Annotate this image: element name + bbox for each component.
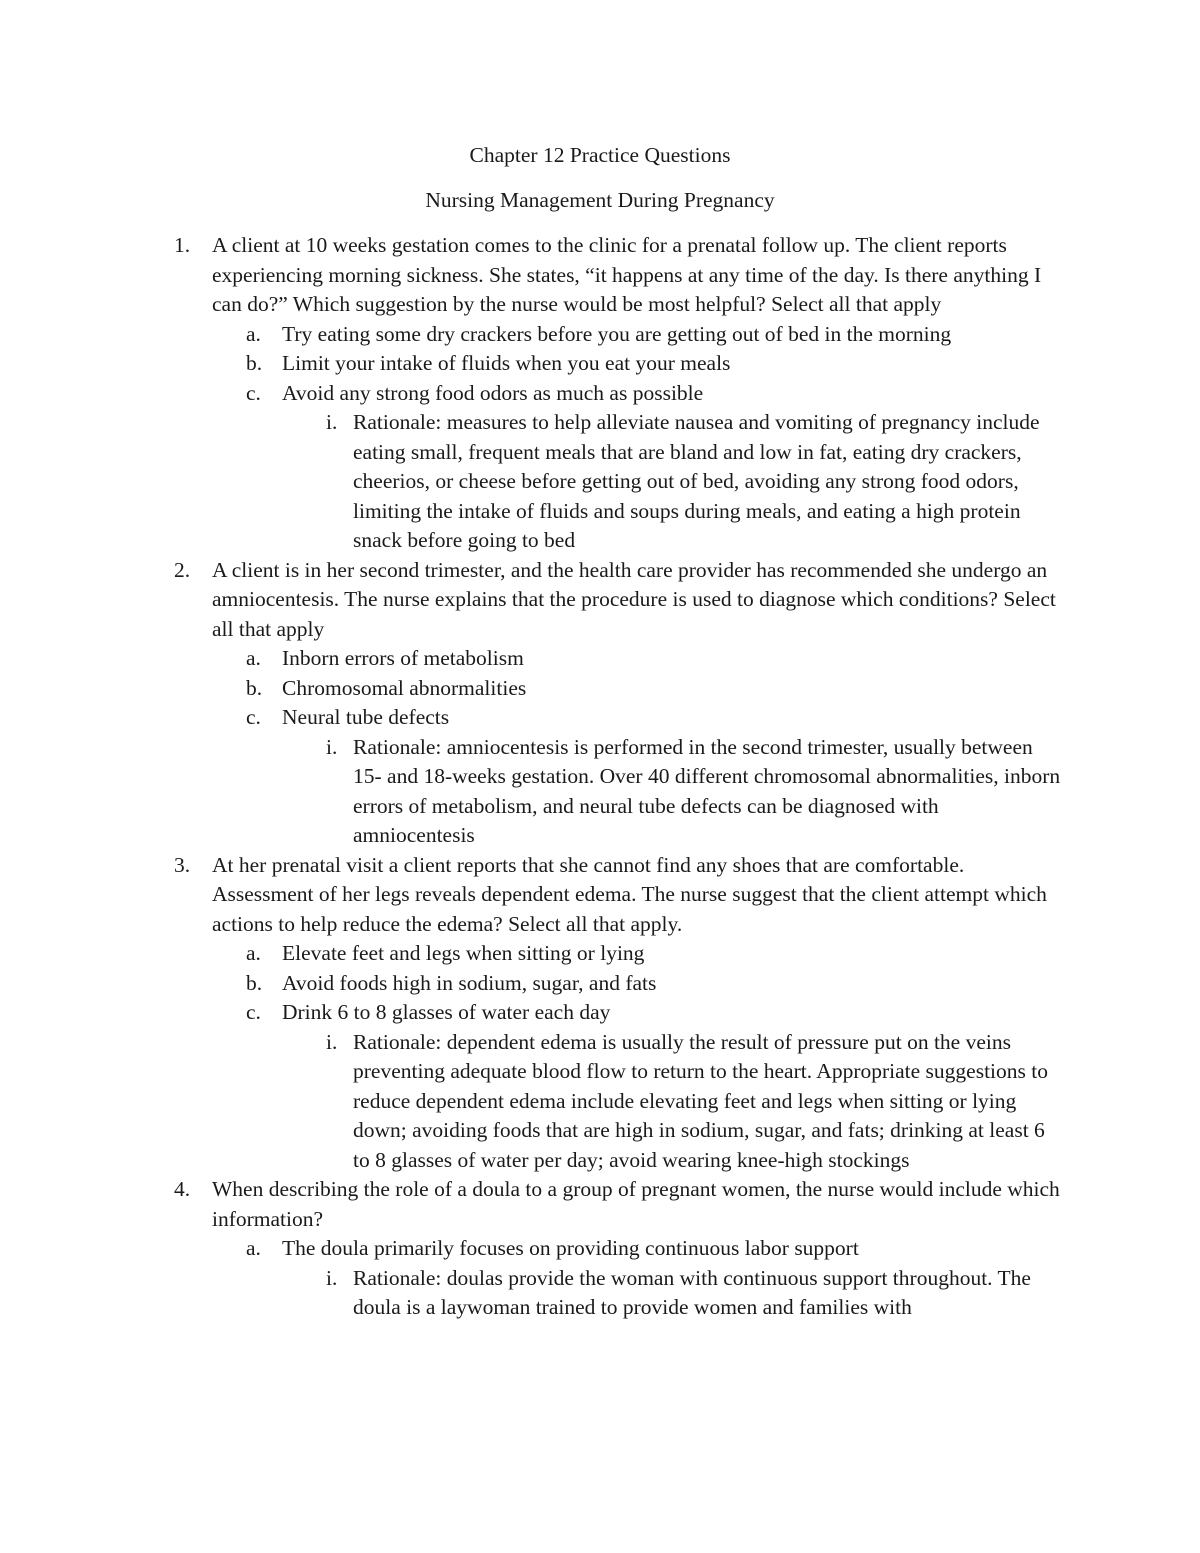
question-number: 4. bbox=[174, 1177, 191, 1201]
option-letter: a. bbox=[246, 321, 261, 346]
question-4 bbox=[0, 1175, 1200, 1323]
option-letter: b. bbox=[246, 351, 263, 375]
option-text: Neural tube defects bbox=[282, 705, 450, 729]
answer-options bbox=[0, 939, 1200, 1028]
answer-option bbox=[0, 1234, 1200, 1264]
option-letter: a. bbox=[246, 941, 261, 965]
option-letter: c. bbox=[246, 1000, 261, 1024]
answer-option bbox=[0, 349, 1200, 379]
option-text: Elevate feet and legs when sitting or lying bbox=[282, 941, 645, 965]
option-letter: c. bbox=[246, 380, 261, 405]
question-2 bbox=[0, 556, 1200, 851]
question-text: At her prenatal visit a client reports that she cannot find any shoes that are comfortable. Assessment of her legs reveals dependent edema. The nurse suggest that the client attempt which actions to help reduce the edema? Select all that apply. bbox=[212, 852, 1047, 936]
option-letter: b. bbox=[246, 675, 263, 700]
question-number: 2. bbox=[174, 557, 191, 582]
answer-option bbox=[0, 939, 1200, 969]
answer-options bbox=[0, 320, 1200, 409]
rationale bbox=[0, 1264, 1200, 1323]
question-3 bbox=[0, 851, 1200, 1176]
rationale-text: Rationale: dependent edema is usually the result of pressure put on the veins preventing adequate blood flow to return to the heart. Appropriate suggestions to reduce dependent edema include elevating feet and legs when sitting or lying down; avoiding foods that are high in sodium, sugar, and fats; drinking at least 6 to 8 glasses of water per day; avoid wearing knee-high stockings bbox=[353, 1029, 1048, 1172]
question-text: A client at 10 weeks gestation comes to the clinic for a prenatal follow up. The client reports experiencing morning sickness. She states, “it happens at any time of the day. Is there anything I can do?” Which suggestion by the nurse would be most helpful? Select all that apply bbox=[212, 233, 1042, 316]
option-letter: a. bbox=[246, 1236, 261, 1260]
option-letter: b. bbox=[246, 970, 263, 995]
question-text: When describing the role of a doula to a group of pregnant women, the nurse would include which information? bbox=[212, 1177, 1060, 1231]
option-letter: a. bbox=[246, 646, 261, 670]
rationale-number: i. bbox=[326, 410, 338, 434]
option-text: Try eating some dry crackers before you are getting out of bed in the morning bbox=[282, 321, 952, 346]
rationale-number: i. bbox=[326, 1029, 338, 1054]
answer-option bbox=[0, 320, 1200, 350]
rationale-text: Rationale: doulas provide the woman with continuous support throughout. The doula is a laywoman trained to provide women and families with bbox=[353, 1265, 1031, 1319]
rationale bbox=[0, 408, 1200, 556]
question-number: 1. bbox=[174, 233, 191, 257]
answer-option bbox=[0, 674, 1200, 704]
option-text: Inborn errors of metabolism bbox=[282, 646, 524, 670]
question-text: A client is in her second trimester, and the health care provider has recommended she undergo an amniocentesis. The nurse explains that the procedure is used to diagnose which conditions? Select all that apply bbox=[212, 557, 1056, 641]
option-text: The doula primarily focuses on providing continuous labor support bbox=[282, 1236, 859, 1260]
answer-option bbox=[0, 969, 1200, 999]
option-text: Drink 6 to 8 glasses of water each day bbox=[282, 1000, 611, 1024]
answer-option bbox=[0, 379, 1200, 409]
option-letter: c. bbox=[246, 705, 261, 729]
rationale bbox=[0, 733, 1200, 851]
answer-options bbox=[0, 1234, 1200, 1264]
option-text: Chromosomal abnormalities bbox=[282, 675, 527, 700]
answer-option bbox=[0, 998, 1200, 1028]
rationale-number: i. bbox=[326, 1265, 338, 1290]
answer-option bbox=[0, 644, 1200, 674]
page-subtitle: Nursing Management During Pregnancy bbox=[425, 188, 775, 212]
rationale bbox=[0, 1028, 1200, 1176]
question-number: 3. bbox=[174, 852, 191, 877]
option-text: Avoid foods high in sodium, sugar, and fats bbox=[282, 970, 657, 995]
question-1 bbox=[0, 231, 1200, 556]
rationale-number: i. bbox=[326, 734, 338, 759]
answer-options bbox=[0, 644, 1200, 733]
question-list bbox=[0, 231, 1200, 1323]
page-title: Chapter 12 Practice Questions bbox=[469, 143, 731, 167]
rationale-text: Rationale: measures to help alleviate nausea and vomiting of pregnancy include eating small, frequent meals that are bland and low in fat, eating dry crackers, cheerios, or cheese before getting out of bed, avoiding any strong food odors, limiting the intake of fluids and soups during meals, and eating a high protein snack before going to bed bbox=[353, 410, 1040, 552]
option-text: Avoid any strong food odors as much as possible bbox=[282, 380, 704, 405]
rationale-text: Rationale: amniocentesis is performed in the second trimester, usually between 15- and 18-weeks gestation. Over 40 different chromosomal abnormalities, inborn errors of metabolism, and neural tube defects can be diagnosed with amniocentesis bbox=[353, 734, 1061, 847]
answer-option bbox=[0, 703, 1200, 733]
option-text: Limit your intake of fluids when you eat your meals bbox=[282, 351, 731, 375]
